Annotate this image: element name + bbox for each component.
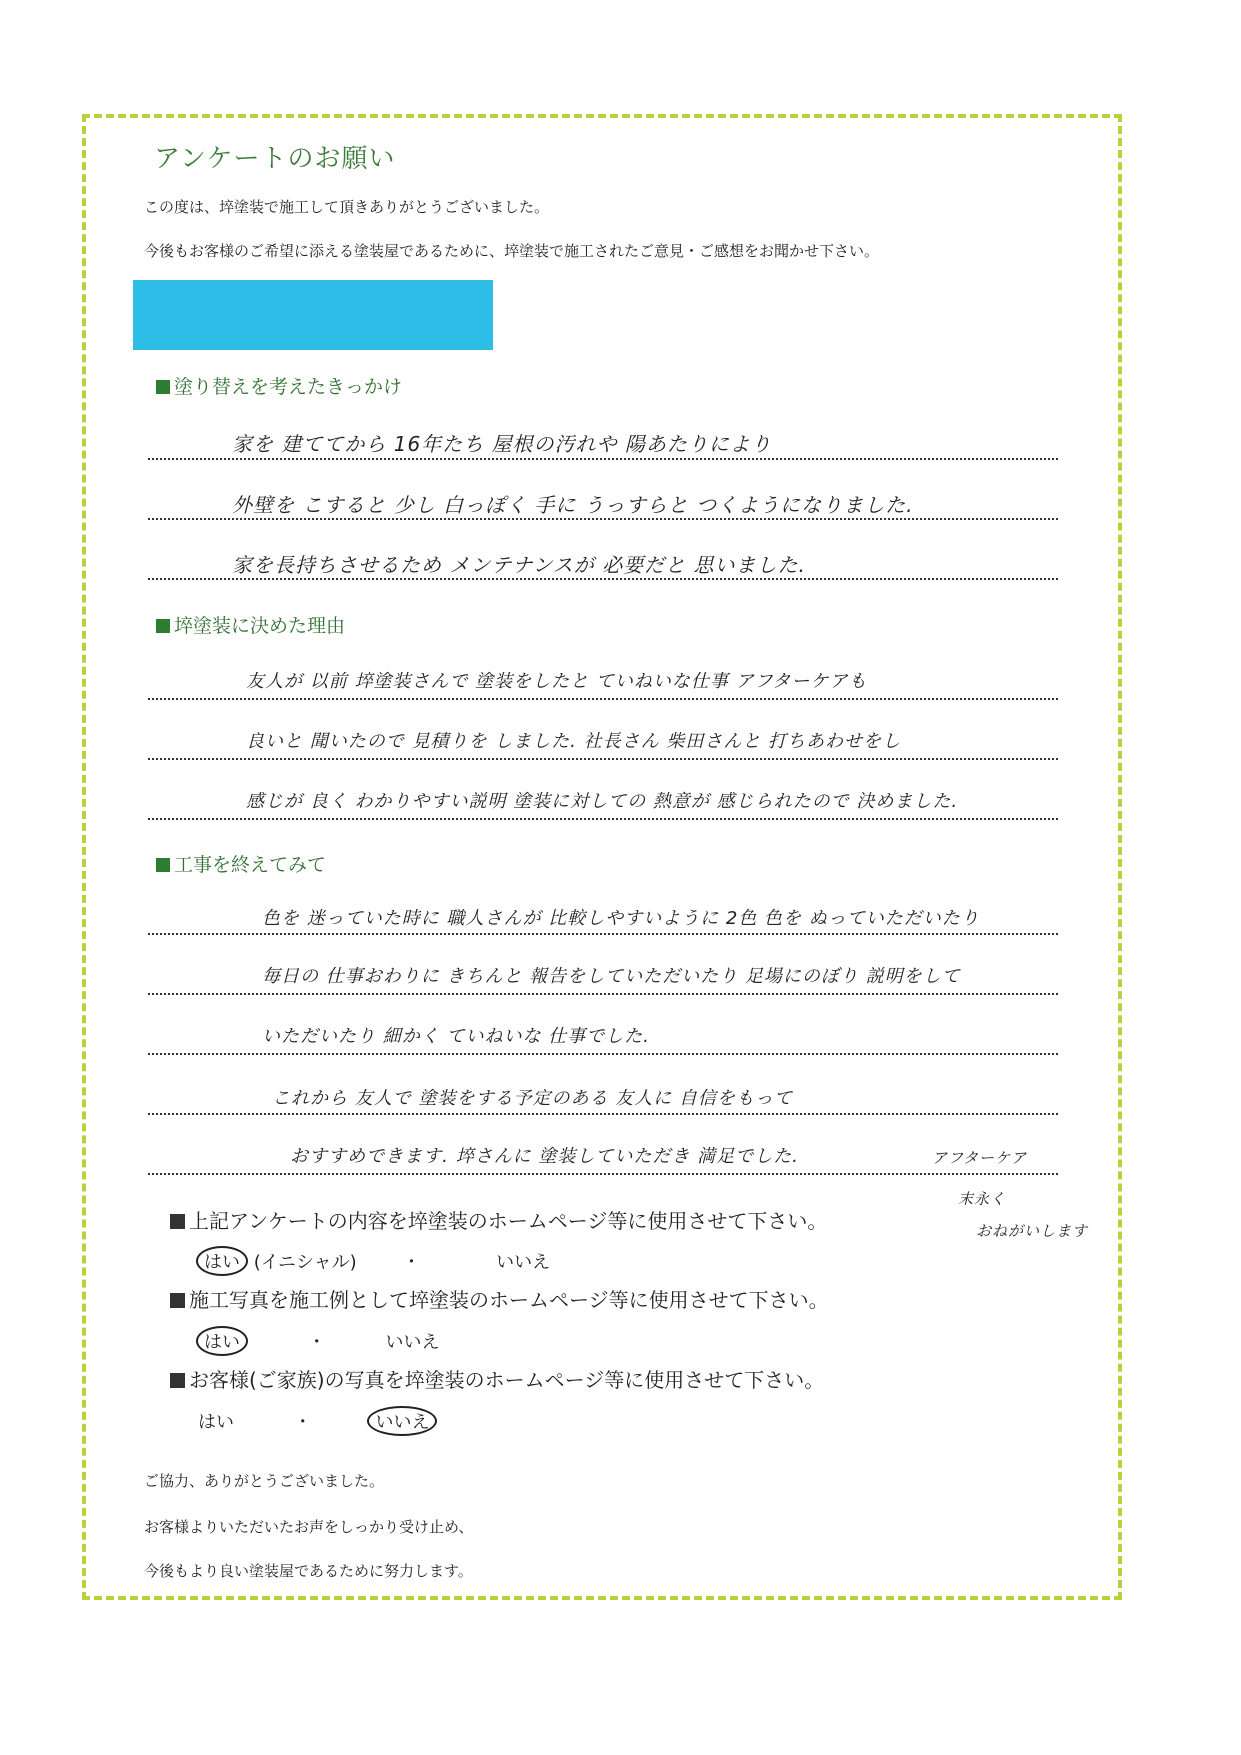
redacted-name-block [133, 280, 493, 350]
consent-question-3: お客様(ご家族)の写真を埣塗装のホームページ等に使用させて下さい。 [170, 1364, 824, 1393]
closing-line-3: 今後もより良い塗装屋であるために努力します。 [144, 1562, 473, 1580]
consent-question-2: 施工写真を施工例として埣塗装のホームページ等に使用させて下さい。 [170, 1284, 829, 1313]
option-yes[interactable]: はい [198, 1412, 234, 1433]
handwritten-note: おねがいします [976, 1222, 1089, 1240]
closing-line-1: ご協力、ありがとうございました。 [144, 1472, 385, 1490]
handwritten-answer: 良いと 聞いたので 見積りを しました. 社長さん 柴田さんと 打ちあわせをし [246, 731, 902, 752]
handwritten-answer: 感じが 良く わかりやすい説明 塗装に対しての 熱意が 感じられたので 決めました. [246, 791, 959, 812]
consent-answer-3 [198, 1406, 437, 1436]
option-no[interactable]: いいえ [496, 1252, 551, 1273]
option-no[interactable]: いいえ [385, 1332, 440, 1353]
handwritten-note: 末永く [958, 1190, 1007, 1208]
consent-question-1: 上記アンケートの内容を埣塗装のホームページ等に使用させて下さい。 [170, 1205, 827, 1234]
option-separator: ・ [402, 1252, 421, 1273]
option-yes-selected[interactable]: はい [196, 1326, 248, 1356]
option-separator: ・ [293, 1412, 312, 1433]
handwritten-answer: 家を長持ちさせるため メンテナンスが 必要だと 思いました. [232, 553, 806, 577]
handwritten-answer: これから 友人で 塗装をする予定のある 友人に 自信をもって [272, 1088, 793, 1109]
handwritten-answer: 毎日の 仕事おわりに きちんと 報告をしていただいたり 足場にのぼり 説明をして [262, 966, 961, 987]
consent-answer-2 [196, 1326, 439, 1356]
handwritten-answer: いただいたり 細かく ていねいな 仕事でした. [262, 1026, 650, 1047]
intro-line-1: この度は、埣塗装で施工して頂きありがとうございました。 [144, 198, 550, 216]
section-heading-reason: 塗り替えを考えたきっかけ [156, 372, 402, 399]
page-title: アンケートのお願い [154, 144, 396, 174]
handwritten-answer: おすすめできます. 埣さんに 塗装していただき 満足でした. [290, 1146, 799, 1167]
handwritten-answer: 外壁を こすると 少し 白っぽく 手に うっすらと つくようになりました. [232, 493, 914, 517]
option-no-selected[interactable]: いいえ [367, 1406, 437, 1436]
intro-line-2: 今後もお客様のご希望に添える塗装屋であるために、埣塗装で施工されたご意見・ご感想をお聞かせ下さい。 [144, 242, 880, 260]
handwritten-answer: 色を 迷っていた時に 職人さんが 比較しやすいように 2色 色を ぬっていただいたり [262, 908, 980, 929]
option-separator: ・ [307, 1332, 326, 1353]
section-heading-decision: 埣塗装に決めた理由 [156, 611, 345, 638]
section-heading-after: 工事を終えてみて [156, 850, 326, 877]
handwritten-answer: 友人が 以前 埣塗装さんで 塗装をしたと ていねいな仕事 アフターケアも [246, 671, 868, 692]
handwritten-answer: 家を 建ててから 16年たち 屋根の汚れや 陽あたりにより [232, 432, 772, 456]
option-yes-note: (イニシャル) [253, 1252, 357, 1273]
closing-line-2: お客様よりいただいたお声をしっかり受け止め、 [144, 1518, 474, 1536]
option-yes-selected[interactable]: はい [196, 1246, 248, 1276]
handwritten-note: アフターケア [932, 1149, 1027, 1167]
consent-answer-1 [196, 1246, 550, 1276]
